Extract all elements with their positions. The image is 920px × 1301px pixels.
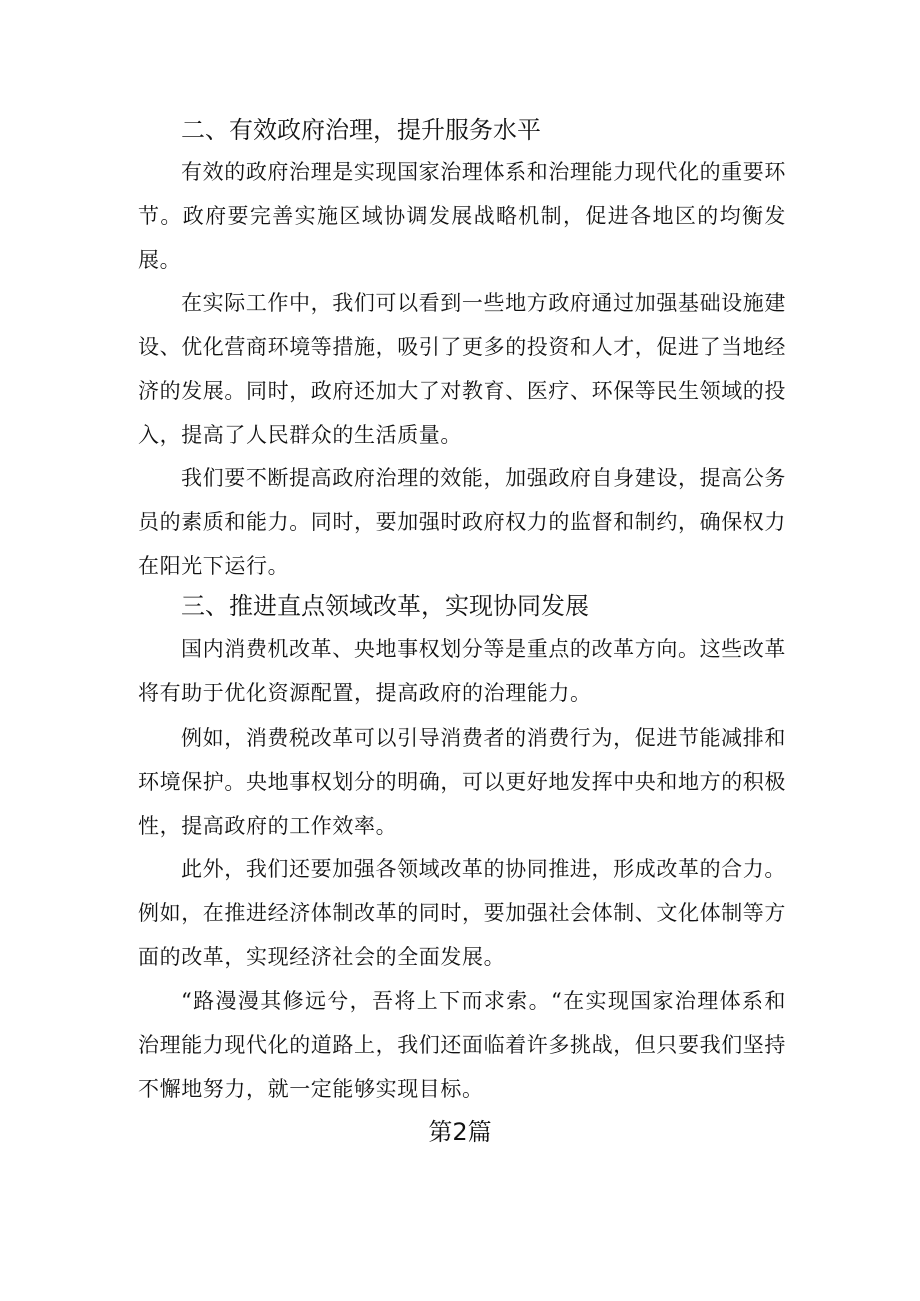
paragraph: 有效的政府治理是实现国家治理体系和治理能力现代化的重要环节。政府要完善实施区域协调发展战略机制，促进各地区的均衡发展。: [138, 160, 786, 272]
section-heading-3: 三、推进直点领域改革，实现协同发展: [181, 592, 589, 620]
part-title: 第2篇: [428, 1118, 492, 1146]
paragraph: “路漫漫其修远兮，吾将上下而求索。“在实现国家治理体系和治理能力现代化的道路上，我们还面临着许多挑战，但只要我们坚持不懈地努力，就一定能够实现目标。: [138, 989, 786, 1101]
paragraph: 例如，消费税改革可以引导消费者的消费行为，促进节能减排和环境保护。央地事权划分的明确，可以更好地发挥中央和地方的积极性，提高政府的工作效率。: [138, 726, 786, 838]
paragraph: 在实际工作中，我们可以看到一些地方政府通过加强基础设施建设、优化营商环境等措施，吸引了更多的投资和人才，促进了当地经济的发展。同时，政府还加大了对教育、医疗、环保等民生领域的投入，提高了人民群众的生活质量。: [138, 291, 786, 447]
paragraph: 此外，我们还要加强各领域改革的协同推进，形成改革的合力。例如，在推进经济体制改革的同时，要加强社会体制、文化体制等方面的改革，实现经济社会的全面发展。: [138, 857, 786, 969]
paragraph: 我们要不断提高政府治理的效能，加强政府自身建设，提高公务员的素质和能力。同时，要加强时政府权力的监督和制约，确保权力在阳光下运行。: [138, 466, 786, 578]
section-heading-2: 二、有效政府治理，提升服务水平: [181, 116, 541, 144]
paragraph: 国内消费机改革、央地事权划分等是重点的改革方向。这些改革将有助于优化资源配置，提高政府的治理能力。: [138, 637, 786, 705]
